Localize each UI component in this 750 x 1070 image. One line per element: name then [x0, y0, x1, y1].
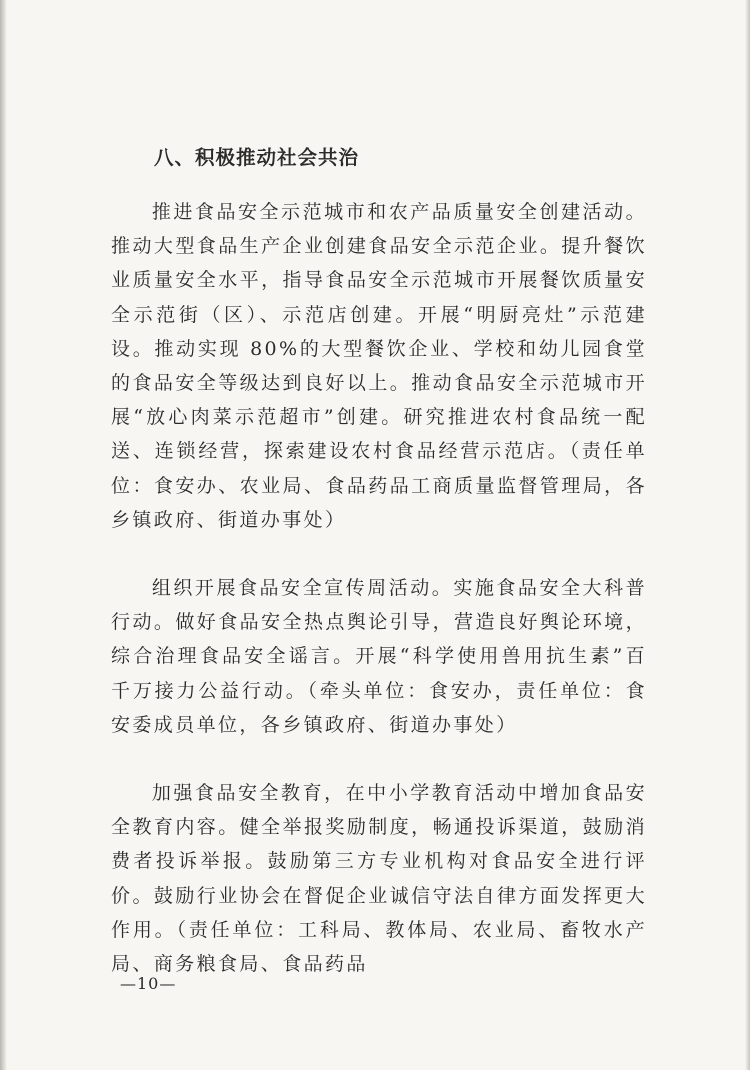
- page-number: —10—: [120, 974, 177, 993]
- paragraph-publicity-week: 组织开展食品安全宣传周活动。实施食品安全大科普行动。做好食品安全热点舆论引导，营造良好舆论环境，综合治理食品安全谣言。开展“科学使用兽用抗生素”百千万接力公益行动。（牵头单位：食安办，责任单位：食安委成员单位，各乡镇政府、街道办事处）: [111, 577, 647, 736]
- scan-shadow-right: [745, 0, 750, 1070]
- scan-shadow-left: [0, 0, 7, 1070]
- paragraph-safety-education: 加强食品安全教育，在中小学教育活动中增加食品安全教育内容。健全举报奖励制度，畅通投诉渠道，鼓励消费者投诉举报。鼓励第三方专业机构对食品安全进行评价。鼓励行业协会在督促企业诚信守法自律方面发挥更大作用。（责任单位：工科局、教体局、农业局、畜牧水产局、商务粮食局、食品药品: [111, 782, 647, 976]
- section-heading: 八、积极推动社会共治: [154, 146, 360, 169]
- paragraph-demonstration-cities: 推进食品安全示范城市和农产品质量安全创建活动。推动大型食品生产企业创建食品安全示范企业。提升餐饮业质量安全水平，指导食品安全示范城市开展餐饮质量安全示范街（区）、示范店创建。开展“明厨亮灶”示范建设。推动实现 80%的大型餐饮企业、学校和幼儿园食堂的食品安全等级达到良好以上。推动食品安全示范城市开展“放心肉菜示范超市”创建。研究推进农村食品统一配送、连锁经营，探索建设农村食品经营示范店。（责任单位：食安办、农业局、食品药品工商质量监督管理局，各乡镇政府、街道办事处）: [111, 201, 647, 531]
